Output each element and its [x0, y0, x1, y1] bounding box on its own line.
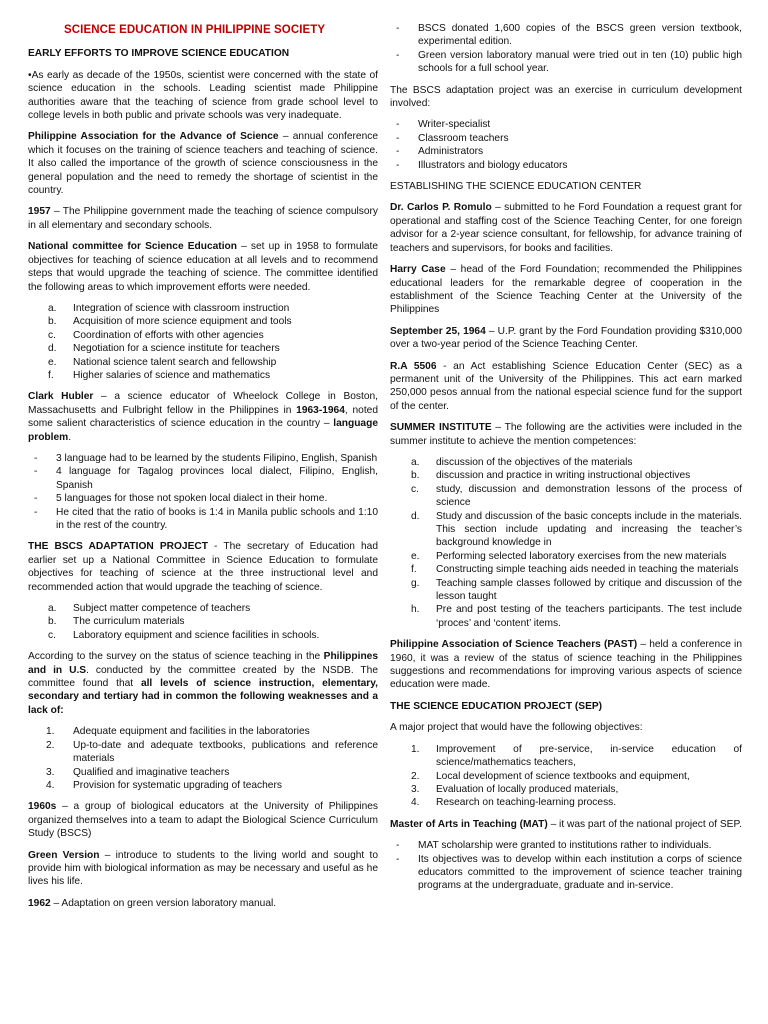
mat-list — [390, 839, 742, 893]
list-item-text: Performing selected laboratory exercises from the new materials — [436, 550, 727, 562]
list-item-text: Integration of science with classroom instruction — [73, 302, 290, 314]
survey-text-1: According to the survey on the status of science teaching in the — [28, 651, 324, 663]
paragraph-bscs — [28, 540, 378, 594]
mat-term: Master of Arts in Teaching (MAT) — [390, 818, 548, 830]
list-item-text: Writer-specialist — [418, 119, 491, 131]
hubler-term: Clark Hubler — [28, 391, 94, 403]
list-item-text: Constructing simple teaching aids needed in teaching the materials — [436, 564, 739, 576]
list-marker: a. — [48, 603, 57, 615]
list-item — [28, 725, 378, 738]
list-marker: a. — [411, 456, 420, 468]
survey-text-2: . conducted by the committee created by the NSDB. The committee found that — [28, 664, 378, 690]
list-item — [390, 483, 742, 510]
list-item-text: 4 language for Tagalog provinces local dialect, Filipino, English, Spanish — [56, 466, 378, 491]
list-item-text: Qualified and imaginative teachers — [73, 766, 230, 778]
list-item-text: 3 language had to be learned by the students Filipino, English, Spanish — [56, 452, 378, 464]
ncse-text: – set up in 1958 to formulate objectives for teaching of science education at all levels and to recommend steps that would upgrade the teaching of science. The committee identified the following areas to which improvement efforts were needed. — [28, 241, 378, 293]
summer-institute-text: – The following are the activities were included in the summer institute to achieve the mention competences: — [390, 422, 742, 447]
year-1957-text: – The Philippine government made the teaching of science compulsory in all elementary and secondary schools. — [28, 206, 378, 231]
list-item — [390, 550, 742, 563]
list-marker: b. — [411, 470, 420, 482]
list-marker: f. — [48, 369, 54, 381]
list-item-text: 5 languages for those not spoken local dialect in their home. — [56, 493, 328, 505]
list-item — [390, 839, 742, 852]
year-1962-term: 1962 — [28, 897, 51, 909]
list-item-text: BSCS donated 1,600 copies of the BSCS green version textbook, experimental edition. — [418, 23, 742, 48]
list-item — [390, 132, 742, 145]
list-marker: e. — [48, 356, 57, 368]
paragraph-1962 — [28, 897, 378, 910]
sep-objectives-list — [390, 743, 742, 810]
list-item — [28, 779, 378, 792]
paragraph-paas — [28, 130, 378, 197]
list-item-text: Green version laboratory manual were tried out in ten (10) public high schools for a full school year. — [418, 49, 742, 75]
list-marker: 2. — [411, 770, 420, 782]
paragraph-adaptation: The BSCS adaptation project was an exercise in curriculum development involved: — [390, 84, 742, 110]
list-item — [28, 369, 378, 382]
list-marker: c. — [48, 329, 56, 341]
hubler-text-2: , noted some salient characteristics of science education in the country – — [28, 404, 378, 430]
list-item-text: Local development of science textbooks and equipment, — [436, 770, 690, 782]
list-item-text: Negotiation for a science institute for teachers — [73, 343, 280, 355]
bscs-term: THE BSCS ADAPTATION PROJECT — [28, 541, 208, 553]
list-item — [390, 783, 742, 796]
list-marker: - — [34, 493, 38, 505]
romulo-text: – submitted to he Ford Foundation a request grant for operational and staffing cost of the Science Teaching Center, for one foreign advisor for a 2-year science consultant, for fellowship, for advance training of teachers and supervisors, for books and facilities. — [390, 202, 743, 254]
bscs-list — [28, 602, 378, 642]
list-item — [28, 739, 378, 766]
paragraph-mat — [390, 818, 742, 831]
list-item-text: He cited that the ratio of books is 1:4 in Manila public schools and 1:10 in the rest of the country. — [56, 506, 378, 531]
green-version-text: – introduce to students to the living world and sought to provide him with biological information as may be necessary and useful as he lives his life. — [28, 849, 378, 888]
paragraph-sept-1964 — [390, 325, 742, 352]
list-item-text: Research on teaching-learning process. — [436, 797, 617, 809]
involved-list — [390, 118, 742, 172]
list-item — [28, 302, 378, 315]
paragraph-green-version — [28, 849, 378, 889]
list-marker: 4. — [46, 779, 55, 791]
green-version-term: Green Version — [28, 849, 100, 861]
list-marker: b. — [48, 616, 57, 628]
list-item — [390, 603, 742, 630]
improvement-areas-list — [28, 302, 378, 382]
list-marker: - — [396, 119, 400, 131]
heading-sep: THE SCIENCE EDUCATION PROJECT (SEP) — [390, 700, 603, 712]
list-marker: 4. — [411, 797, 420, 809]
list-item — [390, 577, 742, 604]
case-term: Harry Case — [390, 264, 446, 276]
paragraph-1960s — [28, 800, 378, 840]
list-marker: h. — [411, 604, 420, 616]
bscs-text: - The secretary of Education had earlier set up a National Committee in Science Education to formulate objectives for teaching of science at the three instructional level and recommended action that would upgrade the teaching of science. — [28, 541, 378, 593]
list-item-text: study, discussion and demonstration lessons of the process of science — [436, 483, 742, 509]
list-item — [28, 465, 378, 492]
list-marker: - — [396, 49, 400, 61]
list-marker: - — [34, 506, 38, 518]
list-marker: g. — [411, 577, 420, 589]
list-item — [28, 615, 378, 628]
list-marker: - — [396, 132, 400, 144]
list-marker: - — [396, 23, 400, 34]
list-item-text: discussion and practice in writing instructional objectives — [436, 470, 691, 482]
list-item — [390, 469, 742, 482]
survey-bold-2: all levels of science instruction, elementary, secondary and tertiary had in common the following weaknesses and a lack of: — [28, 678, 379, 716]
list-item-text: Classroom teachers — [418, 132, 509, 144]
past-term: Philippine Association of Science Teachers (PAST) — [390, 639, 638, 651]
paragraph-sep: A major project that would have the following objectives: — [390, 722, 643, 734]
list-item-text: Acquisition of more science equipment and tools — [73, 316, 292, 328]
list-item-text: Adequate equipment and facilities in the laboratories — [73, 726, 310, 738]
list-item-text: Up-to-date and adequate textbooks, publications and reference materials — [73, 739, 378, 765]
sept-1964-term: September 25, 1964 — [390, 325, 486, 337]
list-item-text: discussion of the objectives of the materials — [436, 456, 633, 468]
list-item — [390, 456, 742, 469]
paragraph-survey — [28, 650, 378, 717]
year-1960s-term: 1960s — [28, 801, 57, 813]
list-marker: d. — [411, 510, 420, 522]
case-text: – head of the Ford Foundation; recommended the Philippines educational leaders for the remarkable degree of cooperation in the establishment of the Science Teaching Center at the University of the Philippines — [390, 264, 742, 316]
paragraph-hubler — [28, 390, 378, 444]
list-marker: b. — [48, 316, 57, 328]
list-item-text: Coordination of efforts with other agencies — [73, 329, 264, 341]
paragraph-ncse — [28, 240, 378, 294]
year-1962-text: – Adaptation on green version laboratory manual. — [50, 897, 277, 909]
romulo-term: Dr. Carlos P. Romulo — [390, 202, 492, 214]
past-text: – held a conference in 1960, it was a review of the status of science teaching in the Philippines suggestions and recommendations for improving various aspects of science education were made. — [390, 639, 742, 691]
paas-term: Philippine Association for the Advance of Science — [28, 131, 279, 143]
list-item — [28, 629, 378, 642]
heading-early-efforts: EARLY EFFORTS TO IMPROVE SCIENCE EDUCATION — [28, 48, 290, 60]
list-item-text: The curriculum materials — [73, 616, 185, 628]
list-item — [28, 452, 378, 465]
paragraph-past — [390, 638, 742, 692]
list-item-text: Higher salaries of science and mathematics — [73, 369, 271, 381]
list-marker: d. — [48, 343, 57, 355]
summer-institute-term: SUMMER INSTITUTE — [390, 422, 492, 434]
list-marker: - — [34, 466, 38, 478]
list-item-text: National science talent search and fellowship — [73, 356, 277, 368]
list-marker: c. — [411, 483, 419, 495]
list-item — [390, 159, 742, 172]
year-1957-term: 1957 — [28, 206, 51, 218]
ra-5506-text: - an Act establishing Science Education Center (SEC) as a permanent unit of the University of the Philippines. This act earn marked 250,000 pesos annual from the national especial science fund for the support of the center. — [390, 360, 742, 412]
list-item-text: Teaching sample classes followed by critique and discussion of the lesson taught — [436, 577, 742, 603]
ncse-term: National committee for Science Education — [28, 241, 237, 253]
list-marker: 1. — [46, 726, 55, 738]
paragraph-ra-5506 — [390, 360, 742, 414]
list-item — [28, 766, 378, 779]
list-item — [28, 342, 378, 355]
list-item — [28, 315, 378, 328]
list-item-text: Pre and post testing of the teachers participants. The test include ‘proces’ and ‘content’ items. — [436, 604, 742, 629]
hubler-text: – a science educator of Wheelock College in Boston, Massachusetts and Fulbright fellow in the Philippines in — [28, 391, 379, 416]
right-column — [390, 22, 742, 901]
list-item-text: Its objectives was to develop within each institution a corps of science educators committed to the improvement of science teacher training programs at the undergraduate, graduate and in-service. — [418, 853, 742, 892]
list-item — [390, 743, 742, 770]
list-item — [28, 602, 378, 615]
list-marker: - — [396, 159, 400, 171]
year-1960s-text: – a group of biological educators at the University of Philippines organized themselves into a team to adapt the Biological Science Curriculum Study (BSCS) — [28, 801, 378, 840]
sept-1964-text: – U.P. grant by the Ford Foundation providing $310,000 over a two-year period of the Science Teaching Center. — [390, 325, 742, 351]
list-marker: - — [396, 840, 400, 852]
list-item — [390, 49, 742, 76]
list-marker: 3. — [411, 783, 420, 795]
list-item — [28, 329, 378, 342]
list-marker: - — [34, 452, 38, 464]
mat-text: – it was part of the national project of SEP. — [547, 818, 742, 830]
paas-text: – annual conference which it focuses on the training of science teachers and teaching of science. It also called the importance of the growth of science consciousness in the general population and the need to remedy the shortage of scientist in the country. — [28, 131, 378, 197]
left-column — [28, 22, 378, 918]
list-marker: a. — [48, 302, 57, 314]
list-item — [390, 118, 742, 131]
list-item — [390, 796, 742, 809]
list-item — [390, 145, 742, 158]
list-item-text: Improvement of pre-service, in-service education of science/mathematics teachers, — [436, 743, 742, 769]
list-item-text: Evaluation of locally produced materials, — [436, 783, 619, 795]
list-item-text: Administrators — [418, 146, 484, 158]
hubler-years: 1963-1964 — [296, 404, 345, 416]
list-marker: e. — [411, 550, 420, 562]
list-marker: - — [396, 146, 400, 158]
document-title: SCIENCE EDUCATION IN PHILIPPINE SOCIETY — [64, 24, 326, 36]
list-item-text: Illustrators and biology educators — [418, 159, 568, 171]
list-item — [390, 510, 742, 550]
paragraph-romulo — [390, 201, 742, 255]
list-marker: 2. — [46, 739, 55, 751]
list-item — [390, 22, 742, 49]
bscs-donation-list — [390, 22, 742, 76]
weakness-list — [28, 725, 378, 792]
list-marker: 3. — [46, 766, 55, 778]
paragraph-1957 — [28, 205, 378, 232]
list-item — [390, 770, 742, 783]
language-problem-term: language problem — [28, 418, 378, 443]
heading-science-center: ESTABLISHING THE SCIENCE EDUCATION CENTER — [390, 181, 642, 193]
paragraph-case — [390, 263, 742, 317]
list-item — [28, 492, 378, 505]
ra-5506-term: R.A 5506 — [390, 360, 437, 372]
list-item — [28, 356, 378, 369]
list-item-text: MAT scholarship were granted to institutions rather to individuals. — [418, 840, 712, 852]
language-list — [28, 452, 378, 532]
summer-activities-list — [390, 456, 742, 630]
list-marker: c. — [48, 629, 56, 641]
list-marker: f. — [411, 564, 417, 576]
list-item-text: Subject matter competence of teachers — [73, 603, 251, 615]
list-item-text: Study and discussion of the basic concepts include in the materials. This section include updating and increasing the teacher’s background knowledge in — [436, 510, 742, 549]
hubler-period: . — [68, 431, 72, 443]
list-item — [390, 563, 742, 576]
list-item — [390, 853, 742, 893]
paragraph-1950s: •As early as decade of the 1950s, scientist were concerned with the state of science education in the schools. Leading scientist made Philippine authorities aware that the teaching of science from grade school level to college levels in both public and private schools was very inadequate. — [28, 69, 378, 122]
list-item-text: Laboratory equipment and science facilities in schools. — [73, 629, 320, 641]
survey-bold-1: Philippines and in U.S — [28, 651, 378, 676]
paragraph-summer-institute — [390, 421, 742, 448]
list-marker: - — [396, 853, 400, 865]
list-item — [28, 506, 378, 533]
list-item-text: Provision for systematic upgrading of teachers — [73, 779, 282, 791]
list-marker: 1. — [411, 743, 420, 755]
